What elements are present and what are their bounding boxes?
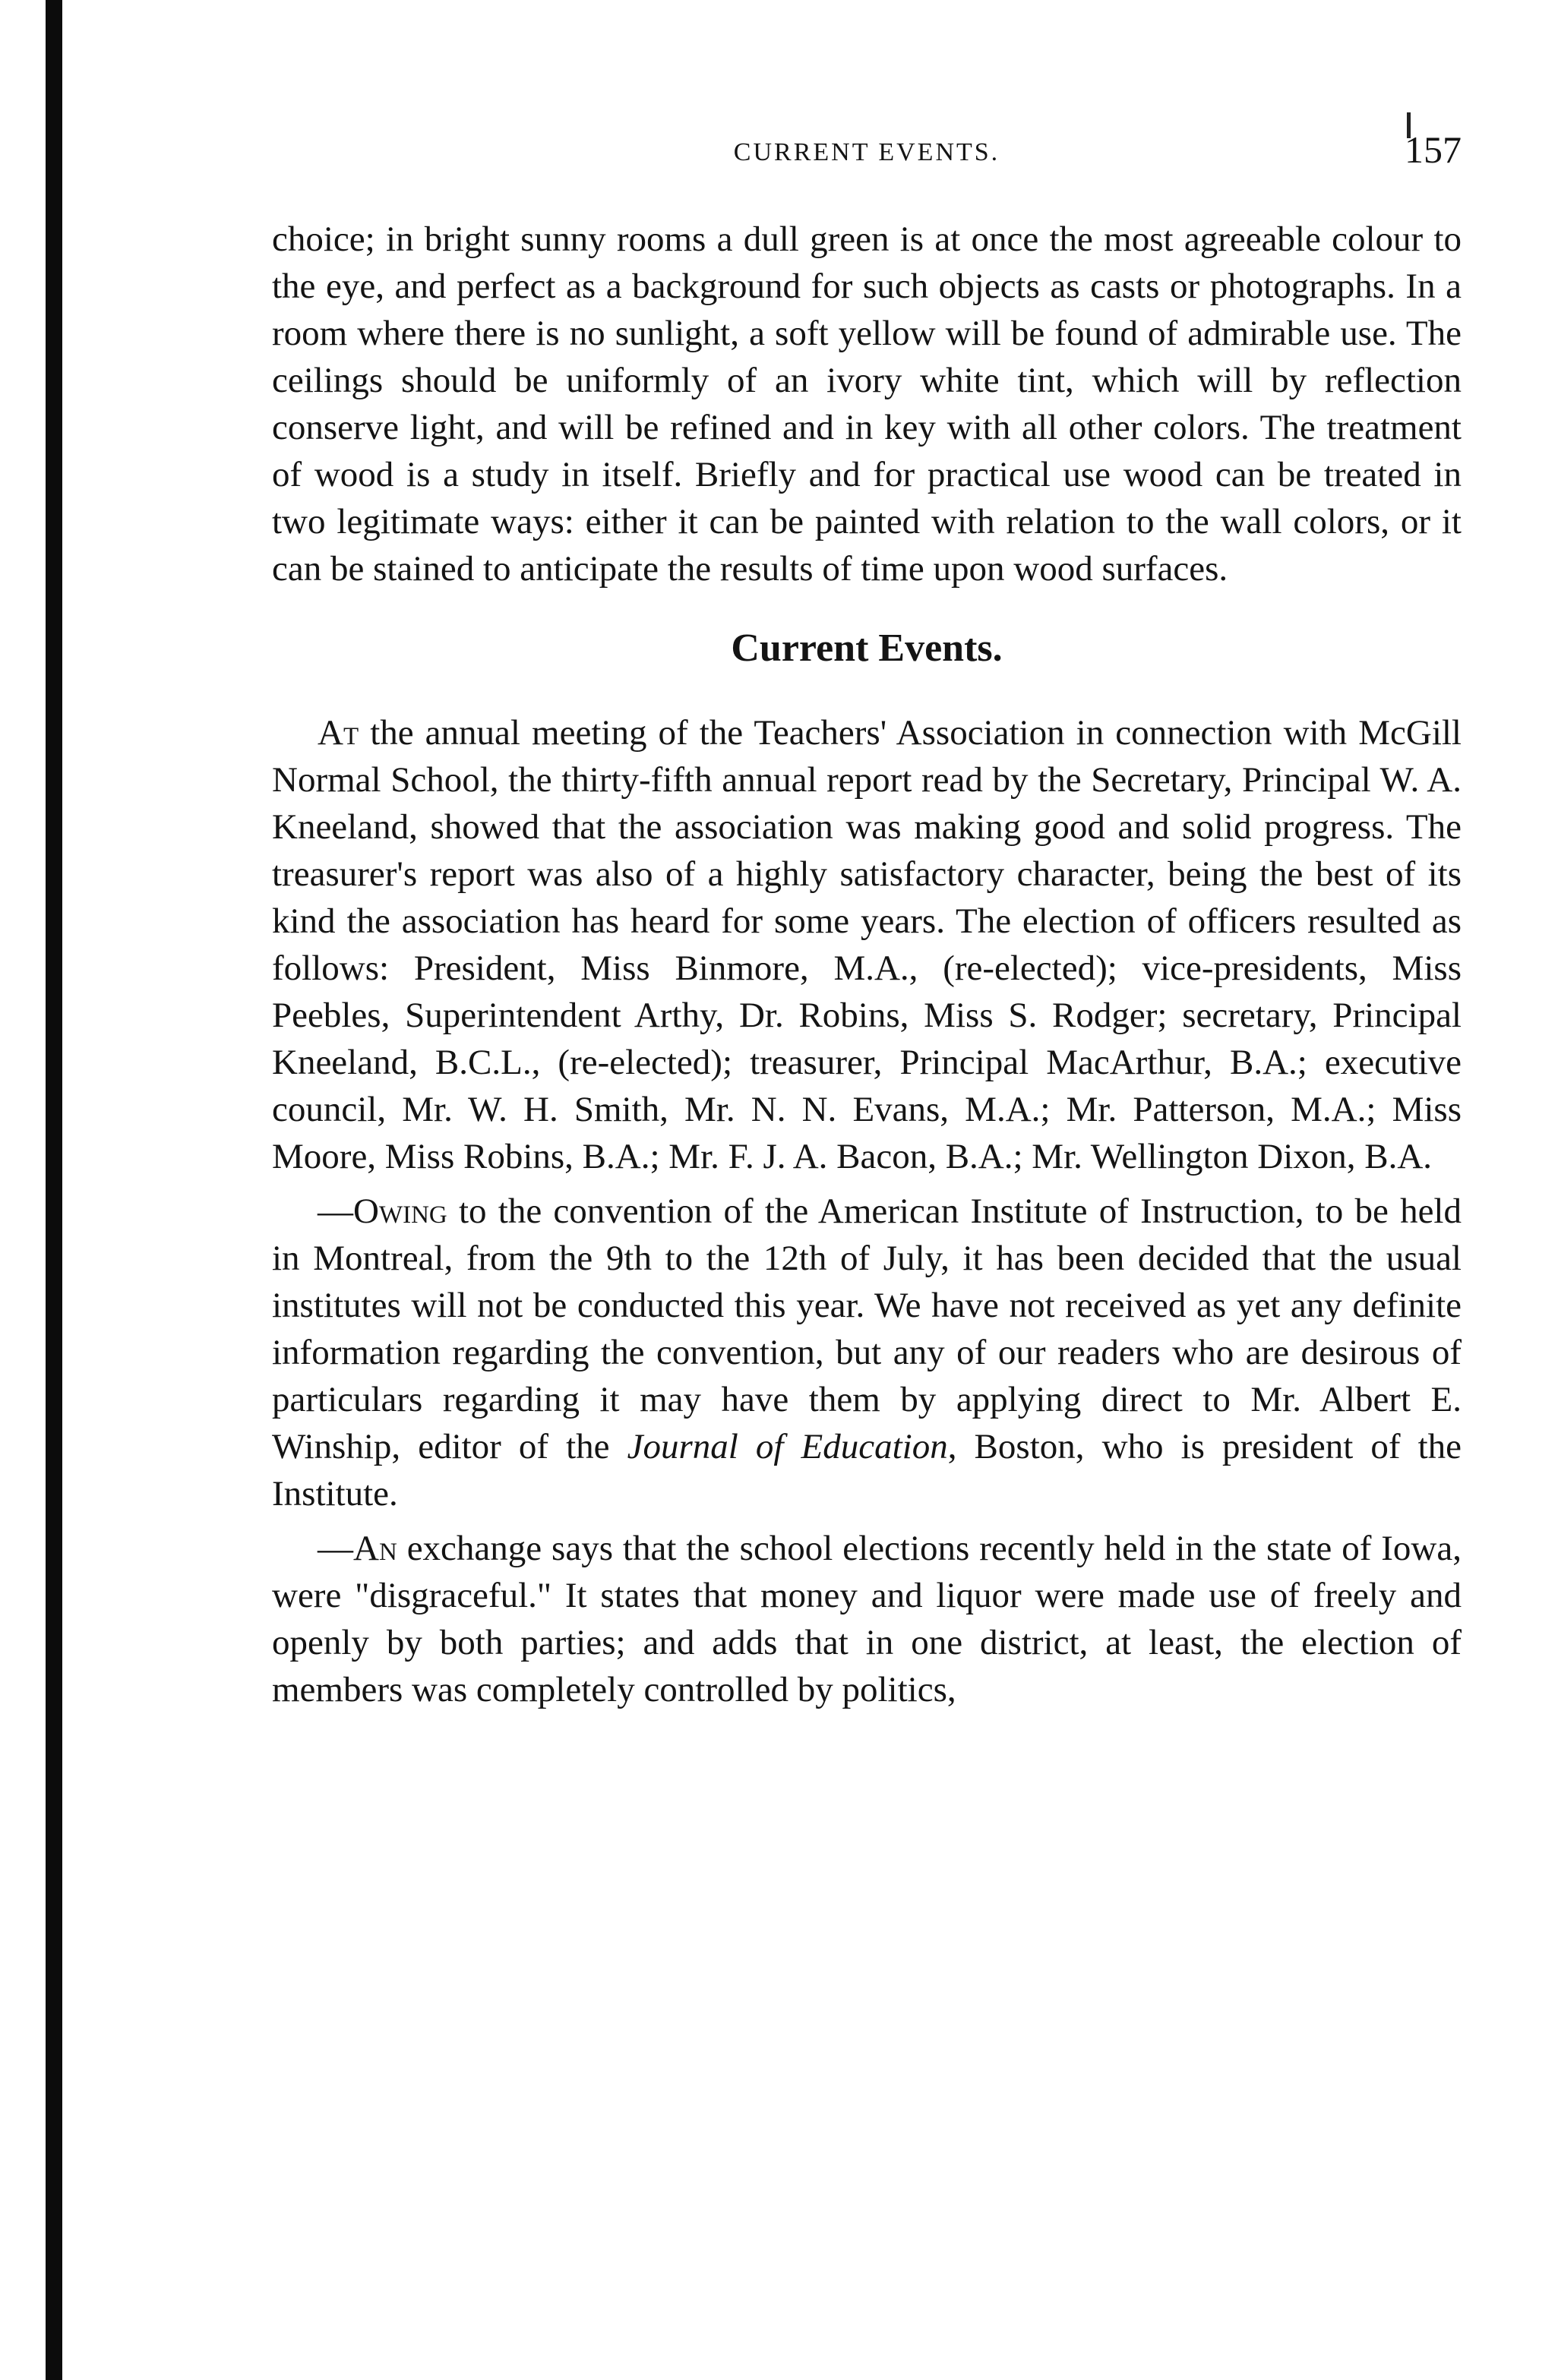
section-heading: Current Events. [731, 627, 1003, 670]
paragraph-lead: —Owing [318, 1192, 447, 1231]
paragraph-exchange [272, 1525, 1462, 1713]
paragraph-lead: At [318, 713, 359, 753]
opening-paragraph: choice; in bright sunny rooms a dull green is at once the most agreeable colour to the eye, and perfect as a background for such objects as casts or photographs. In a room where there is no sunlight, a soft yellow will be found of admirable use. The ceilings should be uniformly of an ivory white tint, which will by reflection conserve light, and will be refined and in key with all other colors. The treatment of wood is a study in itself. Briefly and for practical use wood can be treated in two legitimate ways: either it can be painted with relation to the wall colors, or it can be stained to anticipate the results of time upon wood surfaces. [272, 219, 1462, 589]
scan-edge-bar [46, 0, 62, 2380]
running-title: CURRENT EVENTS. [733, 138, 1000, 166]
paragraph-text: the annual meeting of the Teachers' Association in connection with McGill Normal School, the thirty-fifth annual report read by the Secretary, Principal W. A. Kneeland, showed that the association was making good and solid progress. The treasurer's report was also of a highly satisfactory character, being the best of its kind the association has heard for some years. The election of officers resulted as follows: President, Miss Binmore, M.A., (re-elected); vice-presidents, Miss Peebles, Superintendent Arthy, Dr. Robins, Miss S. Rodger; secretary, Principal Kneeland, B.C.L., (re-elected); treasurer, Principal MacArthur, B.A.; executive council, Mr. W. H. Smith, Mr. N. N. Evans, M.A.; Mr. Patterson, M.A.; Miss Moore, Miss Robins, B.A.; Mr. F. J. A. Bacon, B.A.; Mr. Wellington Dixon, B.A. [272, 713, 1462, 1176]
paragraph-convention [272, 1188, 1462, 1517]
page-body [272, 216, 1462, 1713]
journal-title: Journal of Education [627, 1427, 948, 1466]
paragraph-lead: —An [318, 1529, 397, 1568]
paragraph-text: exchange says that the school elections recently held in the state of Iowa, were "disgraceful." It states that money and liquor were made use of freely and openly by both parties; and adds that in one district, at least, the election of members was completely controlled by politics, [272, 1529, 1462, 1709]
paragraph-text: to the convention of the American Institute of Instruction, to be held in Montreal, from the 9th to the 12th of July, it has been decided that the usual institutes will not be conducted this year. We have not received as yet any definite information regarding the convention, but any of our readers who are desirous of particulars regarding it may have them by applying direct to Mr. Albert E. Winship, editor of the [272, 1192, 1462, 1466]
page-number: 157 [1405, 128, 1462, 171]
paragraph-text-end: , Boston, who is president of the Institute. [272, 1427, 1462, 1514]
paragraph-meeting [272, 709, 1462, 1180]
running-head [272, 128, 1462, 181]
